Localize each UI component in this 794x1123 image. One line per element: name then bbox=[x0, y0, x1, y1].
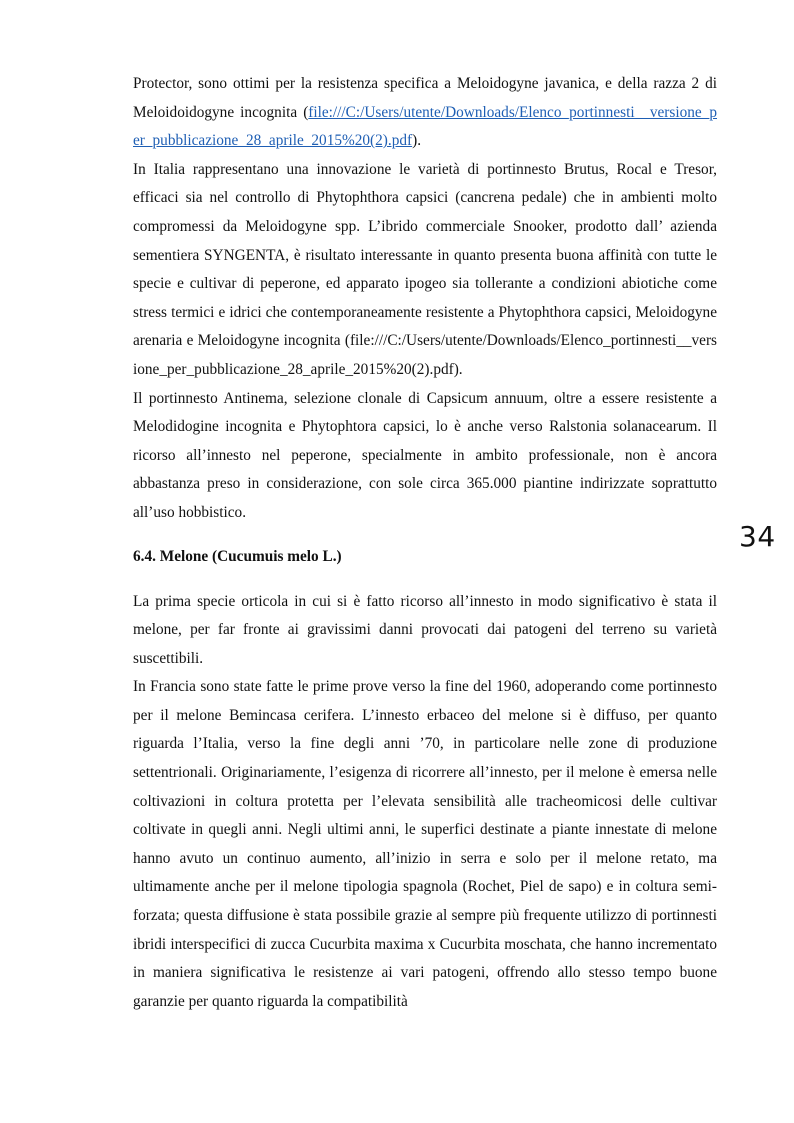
close-paren: ). bbox=[412, 132, 422, 150]
section-heading: 6.4. Melone (Cucumuis melo L.) bbox=[133, 547, 342, 565]
pdf-link[interactable]: file:///C:/Users/utente/Downloads/Elenco_portinnesti__versione_per_pubblicazione_28_aprile_2015%20(2).pdf bbox=[133, 103, 717, 150]
paragraph-text: Protector, sono ottimi per la resistenza specifica a Meloidogyne javanica, e della razza 2 di Meloidoidogyne incognita bbox=[133, 75, 717, 121]
paragraph-antinema: Il portinnesto Antinema, selezione clonale di Capsicum annuum, oltre a essere resistente a Melodidogine incognita e Phytophtora capsici, lo è anche verso Ralstonia solanacearum. Il ricorso all’innesto nel peperone, specialmente in ambito professionale, non è ancora abbastanza preso in considerazione, con sole circa 365.000 piantine indirizzate soprattutto all’uso hobbistico. bbox=[133, 389, 717, 521]
paragraph-melon-intro: La prima specie orticola in cui si è fatto ricorso all’innesto in modo significativo è stata il melone, per far fronte ai gravissimi danni provocati dai patogeni del terreno su varietà suscettibili. bbox=[133, 592, 717, 667]
paragraph-italy-rootstocks bbox=[133, 156, 717, 385]
paragraph-rootstock-resistance bbox=[133, 70, 717, 156]
open-paren: ( bbox=[303, 103, 309, 121]
paragraph-melon-france: In Francia sono state fatte le prime prove verso la fine del 1960, adoperando come portinnesto per il melone Bemincasa cerifera. L’innesto erbaceo del melone si è diffuso, per quanto riguarda l’Italia, verso la fine degli anni ’70, in particolare nelle zone di produzione settentrionali. Originariamente, l’esigenza di ricorrere all’innesto, per il melone è emersa nelle coltivazioni in coltura protetta per l’elevata sensibilità alle tracheomicosi delle cultivar coltivate in quegli anni. Negli ultimi anni, le superfici destinate a piante innestate di melone hanno avuto un continuo aumento, all’inizio in serra e solo per il melone retato, ma ultimamente anche per il melone tipologia spagnola (Rochet, Piel de sapo) e in coltura semi-forzata; questa diffusione è stata possibile grazie al sempre più frequente utilizzo di portinnesti ibridi interspecifici di zucca Cucurbita maxima x Cucurbita moschata, che hanno incrementato in maniera significativa le resistenze ai vari patogeni, offrendo allo stesso tempo buone garanzie per quanto riguarda la compatibilità bbox=[133, 678, 717, 1010]
file-path-text: (file:///C:/Users/utente/Downloads/Elenco_portinnesti__versione_per_pubblicazione_28_aprile_2015%20(2).pdf). bbox=[133, 332, 717, 378]
body-text bbox=[133, 70, 717, 1016]
page-number: 34 bbox=[739, 520, 776, 553]
paragraph-text: In Italia rappresentano una innovazione le varietà di portinnesto Brutus, Rocal e Tresor, efficaci sia nel controllo di Phytophthora capsici (cancrena pedale) che in ambienti molto compromessi da Meloidogyne spp. L’ibrido commerciale Snooker, prodotto dall’ azienda sementiera SYNGENTA, è risultato interessante in quanto presenta buona affinità con tutte le specie e cultivar di peperone, ed apparato ipogeo sia tollerante a condizioni abiotiche come stress termici e idrici che contemporaneamente resistente a Phytophthora capsici, Meloidogyne arenaria e Meloidogyne incognita bbox=[133, 160, 717, 350]
